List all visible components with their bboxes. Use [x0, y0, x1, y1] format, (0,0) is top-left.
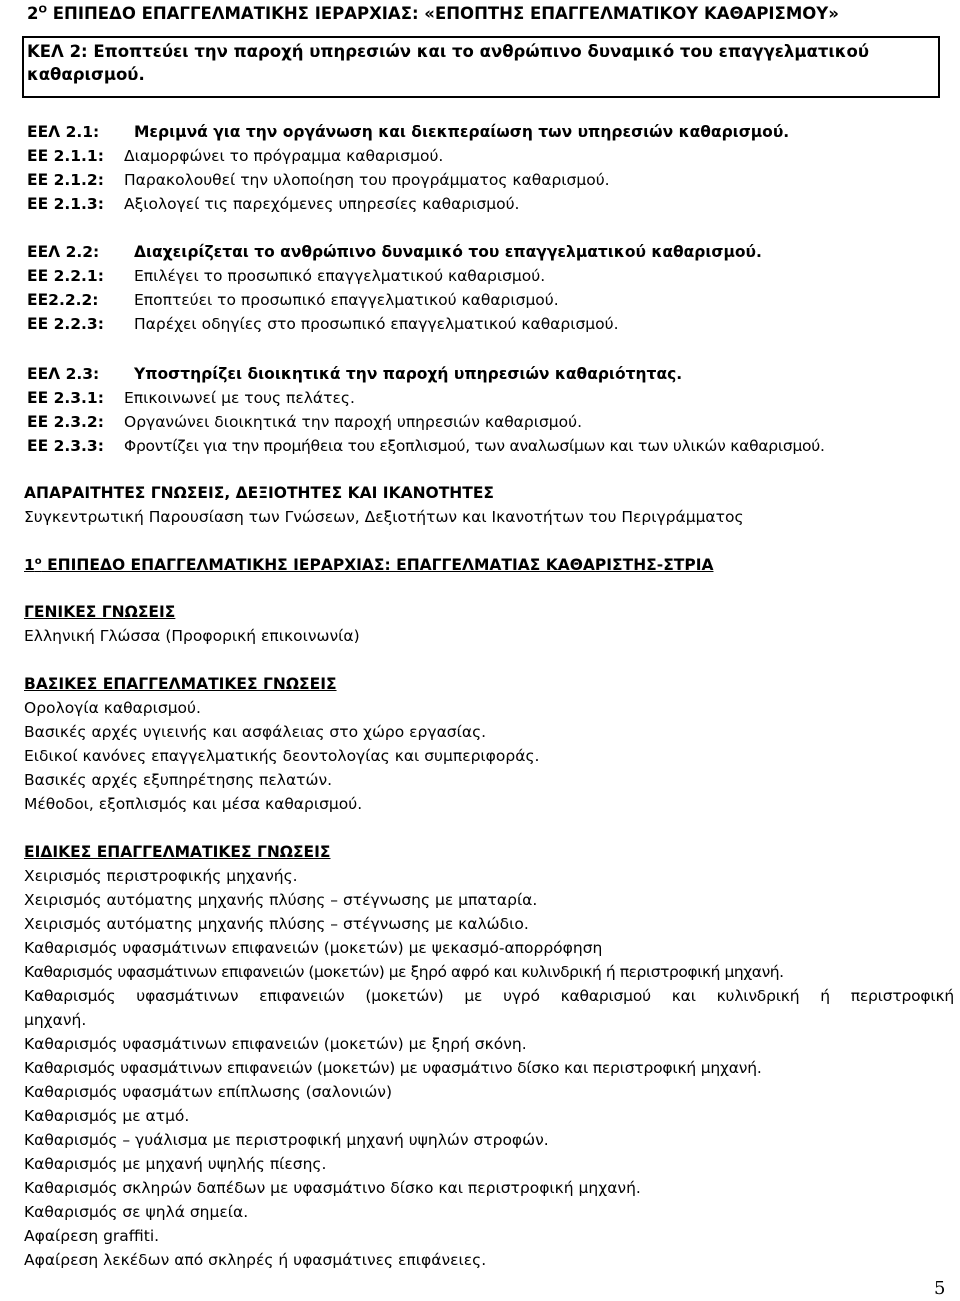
level1-heading	[24, 556, 714, 574]
general-item: Ελληνική Γλώσσα (Προφορική επικοινωνία)	[24, 627, 360, 645]
item-code: ΕΕ 2.1.3:	[27, 195, 104, 213]
item-code: ΕΕ 2.1.2:	[27, 171, 104, 189]
level-superscript: Ο	[38, 4, 47, 16]
item-code: ΕΕ 2.2.1:	[27, 267, 104, 285]
item-text: Παρέχει οδηγίες στο προσωπικό επαγγελματικού καθαρισμού.	[134, 315, 619, 333]
special-item: Χειρισμός αυτόματης μηχανής πλύσης – στέγνωσης με καλώδιο.	[24, 915, 529, 933]
special-item: Χειρισμός αυτόματης μηχανής πλύσης – στέγνωσης με μπαταρία.	[24, 891, 538, 909]
basic-item: Μέθοδοι, εξοπλισμός και μέσα καθαρισμού.	[24, 795, 363, 813]
item-code: ΕΕ 2.2.3:	[27, 315, 104, 333]
special-heading: ΕΙΔΙΚΕΣ ΕΠΑΓΓΕΛΜΑΤΙΚΕΣ ΓΝΩΣΕΙΣ	[24, 843, 331, 861]
general-heading: ΓΕΝΙΚΕΣ ΓΝΩΣΕΙΣ	[24, 603, 176, 621]
level-number: 2	[27, 4, 39, 23]
item-text: Φροντίζει για την προμήθεια του εξοπλισμού, των αναλωσίμων και των υλικών καθαρισμού.	[124, 437, 825, 455]
item-text: Αξιολογεί τις παρεχόμενες υπηρεσίες καθαρισμού.	[124, 195, 520, 213]
item-text: Οργανώνει διοικητικά την παροχή υπηρεσιών καθαρισμού.	[124, 413, 583, 431]
special-item: Καθαρισμός υφασμάτινων επιφανειών (μοκετών) με ψεκασμό-απορρόφηση	[24, 939, 603, 957]
item-code: ΕΕ 2.3.1:	[27, 389, 104, 407]
special-item: Καθαρισμός υφασμάτινων επιφανειών (μοκετών) με ξηρή σκόνη.	[24, 1035, 527, 1053]
item-code: ΕΕ2.2.2:	[27, 291, 99, 309]
item-text: Επικοινωνεί με τους πελάτες.	[124, 389, 355, 407]
special-item: Καθαρισμός με ατμό.	[24, 1107, 190, 1125]
page-number: 5	[934, 1278, 946, 1299]
special-item: Καθαρισμός σε ψηλά σημεία.	[24, 1203, 249, 1221]
group-title: Υποστηρίζει διοικητικά την παροχή υπηρεσιών καθαριότητας.	[134, 365, 683, 383]
item-code: ΕΕ 2.3.2:	[27, 413, 104, 431]
basic-item: Ειδικοί κανόνες επαγγελματικής δεοντολογίας και συμπεριφοράς.	[24, 747, 540, 765]
special-item: Αφαίρεση λεκέδων από σκληρές ή υφασμάτινες επιφάνειες.	[24, 1251, 487, 1269]
special-item: Καθαρισμός με μηχανή υψηλής πίεσης.	[24, 1155, 327, 1173]
item-text: Επιλέγει το προσωπικό επαγγελματικού καθαρισμού.	[134, 267, 546, 285]
level1-superscript: ο	[34, 556, 42, 567]
special-item: Καθαρισμός υφασμάτινων επιφανειών (μοκετών) με υφασμάτινο δίσκο και περιστροφική μηχανή.	[24, 1059, 762, 1077]
level1-number: 1	[24, 556, 35, 575]
group-code: ΕΕΛ 2.2:	[27, 243, 100, 261]
item-code: ΕΕ 2.1.1:	[27, 147, 104, 165]
group-code: ΕΕΛ 2.3:	[27, 365, 100, 383]
basic-item: Ορολογία καθαρισμού.	[24, 699, 201, 717]
group-code: ΕΕΛ 2.1:	[27, 123, 100, 141]
special-item: Καθαρισμός υφασμάτινων επιφανειών (μοκετών) με ξηρό αφρό και κυλινδρική ή περιστροφική μηχανή.	[24, 963, 784, 981]
basic-heading: ΒΑΣΙΚΕΣ ΕΠΑΓΓΕΛΜΑΤΙΚΕΣ ΓΝΩΣΕΙΣ	[24, 675, 337, 693]
special-item: Καθαρισμός σκληρών δαπέδων με υφασμάτινο δίσκο και περιστροφική μηχανή.	[24, 1179, 641, 1197]
group-title: Μεριμνά για την οργάνωση και διεκπεραίωση των υπηρεσιών καθαρισμού.	[134, 123, 790, 141]
header-title: ΕΠΙΠΕΔΟ ΕΠΑΓΓΕΛΜΑΤΙΚΗΣ ΙΕΡΑΡΧΙΑΣ: «ΕΠΟΠΤΗΣ ΕΠΑΓΓΕΛΜΑΤΙΚΟΥ ΚΑΘΑΡΙΣΜΟΥ»	[47, 4, 839, 23]
page-header	[27, 4, 839, 23]
special-item: Καθαρισμός – γυάλισμα με περιστροφική μηχανή υψηλών στροφών.	[24, 1131, 549, 1149]
special-item-continuation: μηχανή.	[24, 1011, 87, 1029]
item-text: Εποπτεύει το προσωπικό επαγγελματικού καθαρισμού.	[134, 291, 559, 309]
special-item: Χειρισμός περιστροφικής μηχανής.	[24, 867, 298, 885]
kel-line-2: καθαρισμού.	[27, 65, 145, 84]
special-item: Καθαρισμός υφασμάτων επίπλωσης (σαλονιών)	[24, 1083, 393, 1101]
skills-heading: ΑΠΑΡΑΙΤΗΤΕΣ ΓΝΩΣΕΙΣ, ΔΕΞΙΟΤΗΤΕΣ ΚΑΙ ΙΚΑΝΟΤΗΤΕΣ	[24, 484, 495, 502]
item-code: ΕΕ 2.3.3:	[27, 437, 104, 455]
skills-subheading: Συγκεντρωτική Παρουσίαση των Γνώσεων, Δεξιοτήτων και Ικανοτήτων του Περιγράμματος	[24, 508, 744, 526]
item-text: Διαμορφώνει το πρόγραμμα καθαρισμού.	[124, 147, 444, 165]
level1-title: ΕΠΙΠΕΔΟ ΕΠΑΓΓΕΛΜΑΤΙΚΗΣ ΙΕΡΑΡΧΙΑΣ: ΕΠΑΓΓΕΛΜΑΤΙΑΣ ΚΑΘΑΡΙΣΤΗΣ-ΣΤΡΙΑ	[41, 556, 714, 575]
special-item: Καθαρισμός υφασμάτινων επιφανειών (μοκετών) με υγρό καθαρισμού και κυλινδρική ή περιστροφική	[24, 987, 954, 1005]
group-title: Διαχειρίζεται το ανθρώπινο δυναμικό του επαγγελματικού καθαρισμού.	[134, 243, 762, 261]
basic-item: Βασικές αρχές εξυπηρέτησης πελατών.	[24, 771, 333, 789]
special-item: Αφαίρεση graffiti.	[24, 1227, 160, 1245]
item-text: Παρακολουθεί την υλοποίηση του προγράμματος καθαρισμού.	[124, 171, 610, 189]
basic-item: Βασικές αρχές υγιεινής και ασφάλειας στο χώρο εργασίας.	[24, 723, 487, 741]
kel-line-1: ΚΕΛ 2: Εποπτεύει την παροχή υπηρεσιών και το ανθρώπινο δυναμικό του επαγγελματικού	[27, 42, 869, 61]
